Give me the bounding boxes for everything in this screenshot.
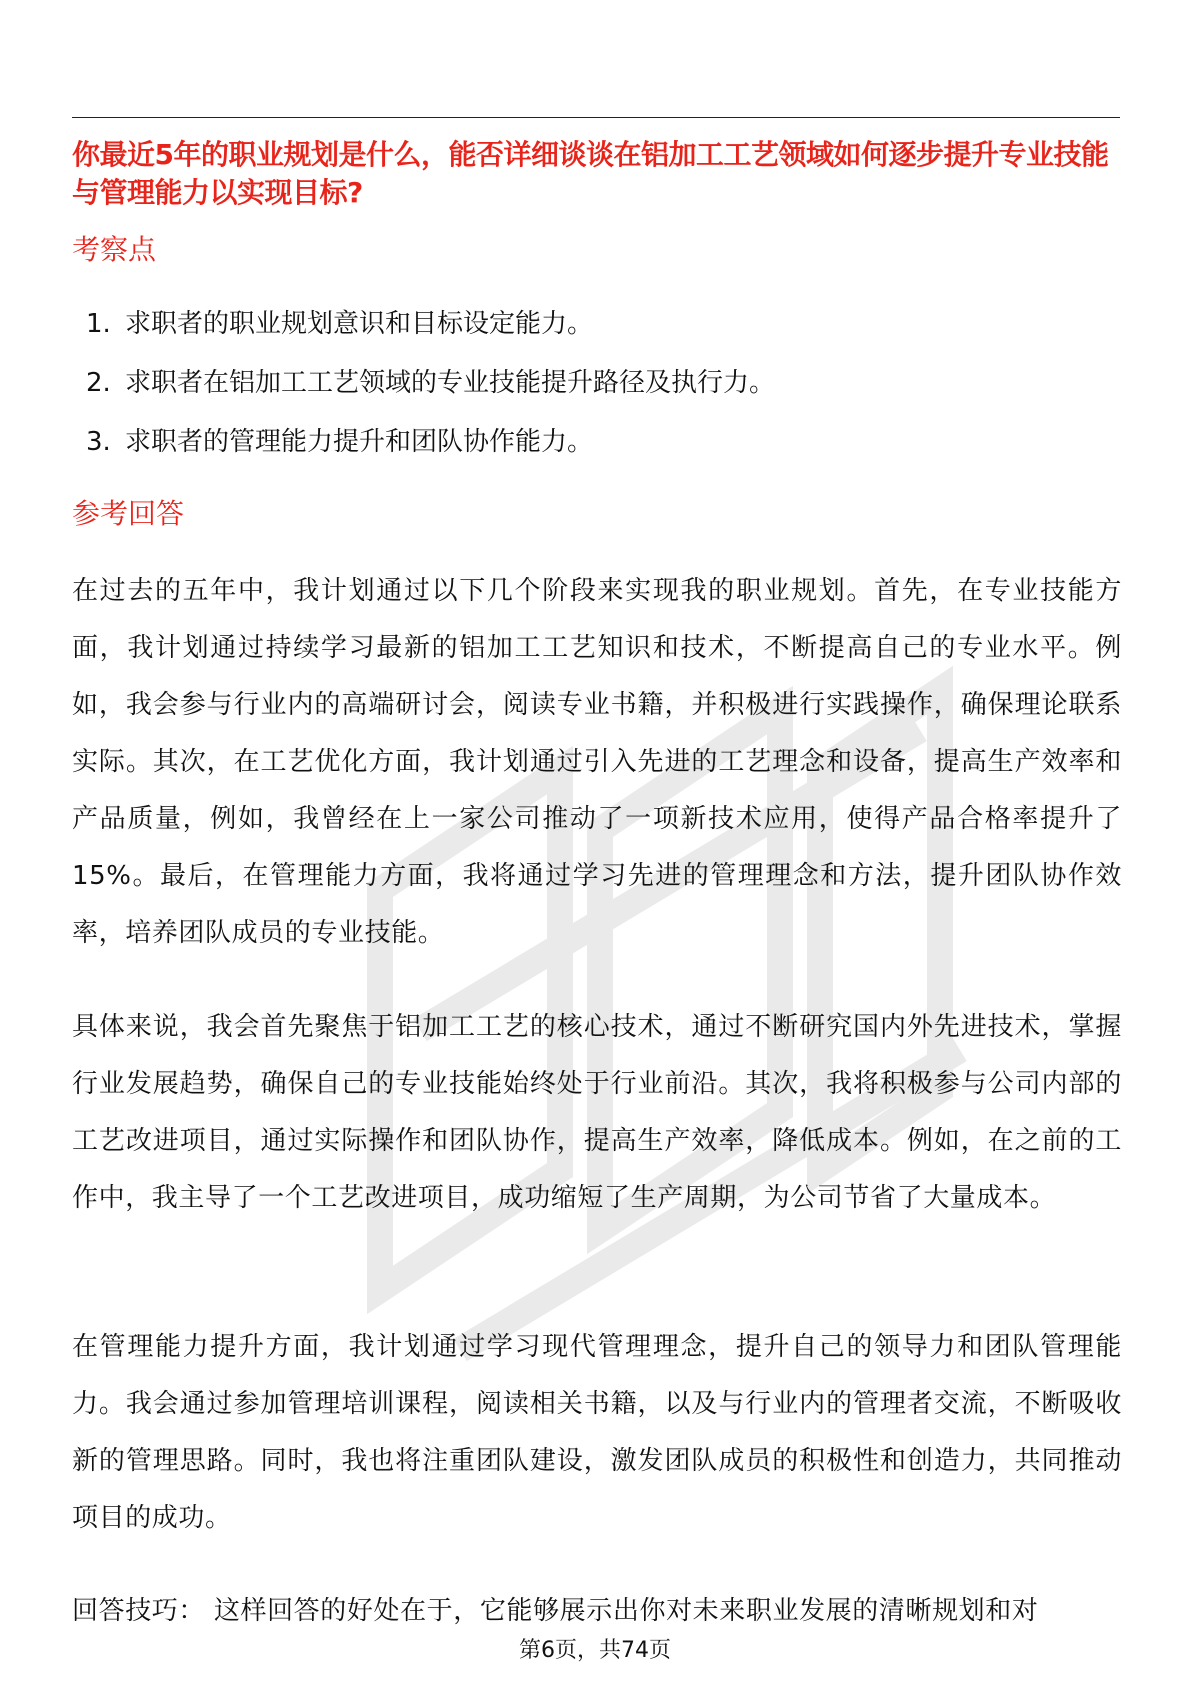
exam-points-heading: 考察点: [72, 233, 157, 266]
list-item-number: 1.: [86, 309, 111, 339]
question-title: 你最近5年的职业规划是什么，能否详细谈谈在铝加工工艺领域如何逐步提升专业技能与管理能力以实现目标?: [72, 138, 1109, 209]
list-item-number: 2.: [86, 368, 111, 398]
exam-points-list: [0, 306, 1190, 483]
list-item-number: 3.: [86, 427, 111, 457]
list-item: [0, 365, 1190, 424]
answer-tips-paragraph: 回答技巧： 这样回答的好处在于，它能够展示出你对未来职业发展的清晰规划和对: [72, 1596, 1039, 1626]
list-item-text: 求职者的管理能力提升和团队协作能力。: [125, 427, 594, 457]
answer-paragraph-3: 在管理能力提升方面，我计划通过学习现代管理理念，提升自己的领导力和团队管理能力。我会通过参加管理培训课程，阅读相关书籍，以及与行业内的管理者交流，不断吸收新的管理思路。同时，我也将注重团队建设，激发团队成员的积极性和创造力，共同推动项目的成功。: [72, 1332, 1122, 1533]
list-item: [0, 306, 1190, 365]
reference-answer-heading: 参考回答: [72, 497, 185, 530]
page-number: 第6页，共74页: [519, 1638, 671, 1663]
list-item: [0, 424, 1190, 483]
answer-paragraph-2: 具体来说，我会首先聚焦于铝加工工艺的核心技术，通过不断研究国内外先进技术，掌握行业发展趋势，确保自己的专业技能始终处于行业前沿。其次，我将积极参与公司内部的工艺改进项目，通过实际操作和团队协作，提高生产效率，降低成本。例如，在之前的工作中，我主导了一个工艺改进项目，成功缩短了生产周期，为公司节省了大量成本。: [72, 1012, 1122, 1213]
list-item-text: 求职者在铝加工工艺领域的专业技能提升路径及执行力。: [125, 368, 776, 398]
top-divider: [72, 117, 1120, 118]
answer-paragraph-1: 在过去的五年中，我计划通过以下几个阶段来实现我的职业规划。首先，在专业技能方面，我计划通过持续学习最新的铝加工工艺知识和技术，不断提高自己的专业水平。例如，我会参与行业内的高端研讨会，阅读专业书籍，并积极进行实践操作，确保理论联系实际。其次，在工艺优化方面，我计划通过引入先进的工艺理念和设备，提高生产效率和产品质量，例如，我曾经在上一家公司推动了一项新技术应用，使得产品合格率提升了15%。最后，在管理能力方面，我将通过学习先进的管理理念和方法，提升团队协作效率，培养团队成员的专业技能。: [72, 576, 1122, 948]
list-item-text: 求职者的职业规划意识和目标设定能力。: [125, 309, 594, 339]
